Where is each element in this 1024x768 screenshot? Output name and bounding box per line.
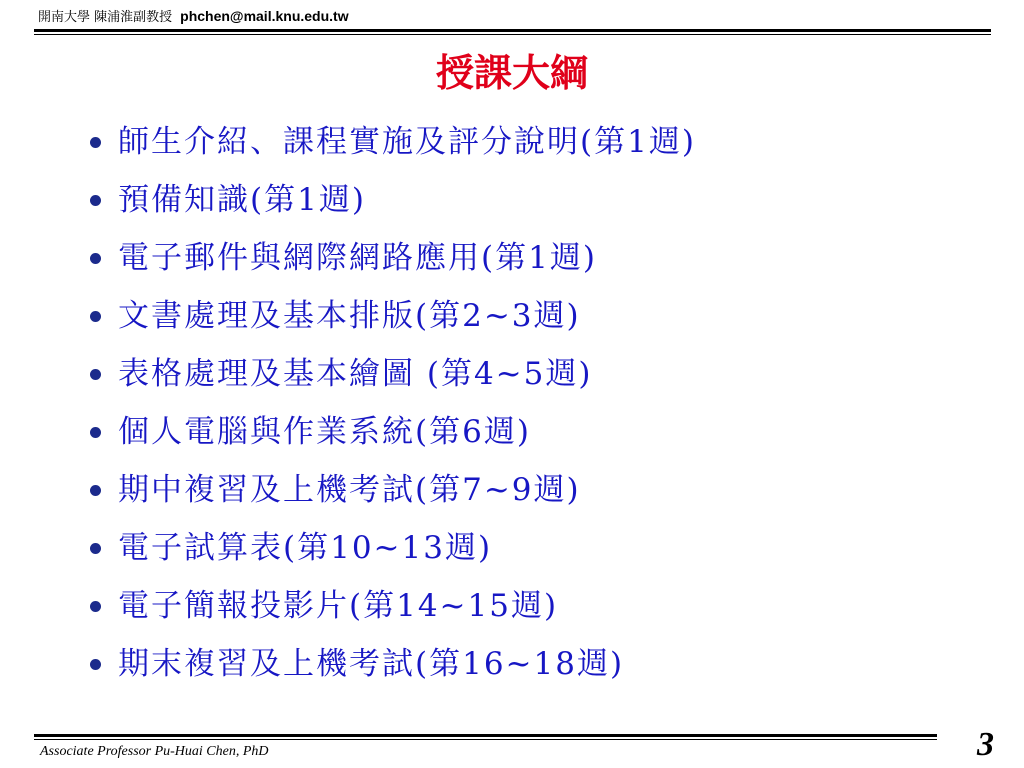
- footer-divider-thick: [34, 734, 937, 737]
- bullet-icon: [90, 311, 101, 322]
- list-item-text: 表格處理及基本繪圖 (第4~5週): [118, 356, 593, 392]
- list-item: [90, 519, 696, 577]
- list-item-text: 期中複習及上機考試(第7~9週): [118, 472, 581, 508]
- bullet-icon: [90, 659, 101, 670]
- header-email: phchen@mail.knu.edu.tw: [180, 8, 349, 24]
- bullet-icon: [90, 369, 101, 380]
- bullet-icon: [90, 137, 101, 148]
- bullet-icon: [90, 195, 101, 206]
- list-item-text: 文書處理及基本排版(第2~3週): [118, 298, 581, 334]
- list-item: [90, 345, 696, 403]
- slide-header: [38, 6, 349, 26]
- list-item-text: 個人電腦與作業系統(第6週): [118, 414, 531, 450]
- syllabus-list: [90, 113, 696, 693]
- slide-title: 授課大綱: [435, 50, 588, 95]
- list-item-text: 電子簡報投影片(第14~15週): [118, 588, 559, 624]
- bullet-icon: [90, 543, 101, 554]
- list-item: [90, 287, 696, 345]
- header-instructor-name: 開南大學 陳浦淮副教授: [38, 10, 173, 25]
- list-item: [90, 403, 696, 461]
- list-item-text: 電子試算表(第10~13週): [118, 530, 493, 566]
- list-item-text: 預備知識(第1週): [118, 182, 366, 218]
- bullet-icon: [90, 427, 101, 438]
- list-item: [90, 461, 696, 519]
- list-item: [90, 229, 696, 287]
- list-item: [90, 171, 696, 229]
- list-item: [90, 635, 696, 693]
- header-divider-thin: [34, 34, 991, 35]
- list-item-text: 師生介紹、課程實施及評分說明(第1週): [118, 124, 696, 160]
- list-item: [90, 577, 696, 635]
- bullet-icon: [90, 601, 101, 612]
- footer-divider-thin: [34, 739, 937, 740]
- page-number: 3: [977, 726, 994, 763]
- bullet-icon: [90, 253, 101, 264]
- footer-author: Associate Professor Pu-Huai Chen, PhD: [40, 744, 269, 759]
- bullet-icon: [90, 485, 101, 496]
- list-item-text: 期末複習及上機考試(第16~18週): [118, 646, 625, 682]
- list-item: [90, 113, 696, 171]
- list-item-text: 電子郵件與網際網路應用(第1週): [118, 240, 597, 276]
- header-divider-thick: [34, 29, 991, 32]
